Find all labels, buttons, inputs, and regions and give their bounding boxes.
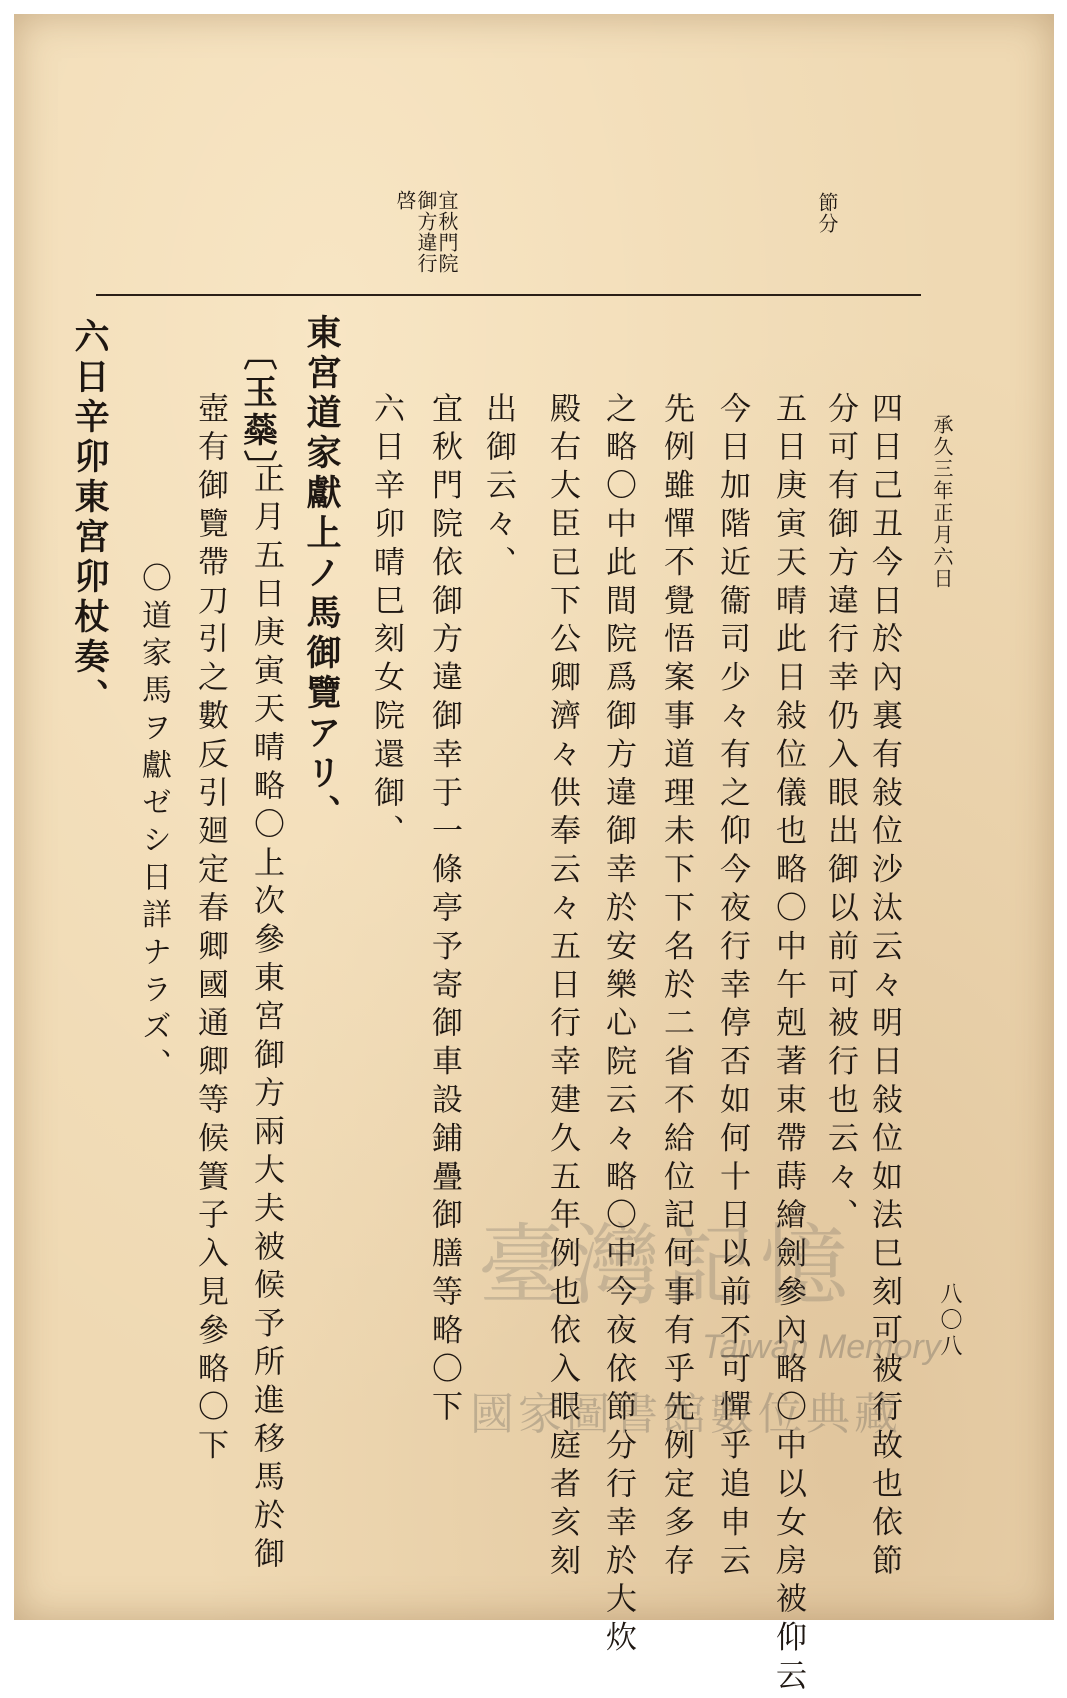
margin-note-line: 宜秋門院 — [435, 190, 459, 274]
text-line: 分可有御方違行幸仍入眼出御以前可被行也云々、 — [822, 392, 858, 1237]
text-line: 之略〇中此間院爲御方違御幸於安樂心院云々略〇中今夜依節分行幸於大炊 — [600, 392, 636, 1660]
margin-note-gishumon — [394, 190, 457, 274]
text-line: 宜秋門院依御方違御幸于一條亭予寄御車設鋪疊御膳等略〇下 — [426, 392, 462, 1429]
source-label: 〔玉蘂〕 — [237, 336, 277, 488]
text-line: 先例雖憚不覺悟案事道理未下下名於二省不給位記何事有乎先例定多存 — [658, 392, 694, 1583]
text-line: 四日己丑今日於內裏有敍位沙汰云々明日敍位如法巳刻可被行故也依節 — [866, 392, 902, 1583]
text-line: 今日加階近衞司少々有之仰今夜行幸停否如何十日以前不可憚乎追申云 — [714, 392, 750, 1583]
text-line: 殿右大臣已下公卿濟々供奉云々五日行幸建久五年例也依入眼庭者亥刻 — [544, 392, 580, 1583]
entry-heading: 東宮道家獻上ノ馬御覽アリ、 — [301, 314, 342, 834]
text-line: 出御云々、 — [480, 392, 516, 584]
next-entry-heading: 六日辛卯東宮卯杖奏、 — [69, 318, 110, 718]
margin-note-line: 啓 — [393, 190, 417, 211]
watermark-glyphs: 臺灣記憶 — [478, 1214, 855, 1317]
margin-note-setsubun: 節分 — [815, 192, 839, 234]
source-text-line: 正月五日庚寅天晴略〇上次參東宮御方兩大夫被候予所進移馬於御 — [248, 462, 284, 1576]
source-text-line: 壺有御覽帶刀引之數反引廻定春卿國通卿等候簀子入見參略〇下 — [192, 392, 228, 1468]
annotation: 〇道家馬ヲ獻ゼシ日詳ナラズ、 — [136, 562, 171, 1086]
margin-note-line: 御方違行 — [414, 190, 438, 274]
running-head: 承久三年正月六日 — [930, 414, 954, 590]
watermark-english: Taiwan Memory — [702, 1328, 941, 1366]
watermark-chinese: 國家圖書館數位典藏 — [470, 1389, 902, 1440]
text-line: 五日庚寅天晴此日敍位儀也略〇中午剋著束帶蒔繪劍參內略〇中以女房被仰云 — [770, 392, 806, 1698]
page-number: 八〇八 — [937, 1282, 962, 1360]
header-rule — [96, 294, 921, 296]
text-line: 六日辛卯晴巳刻女院還御、 — [368, 392, 404, 853]
